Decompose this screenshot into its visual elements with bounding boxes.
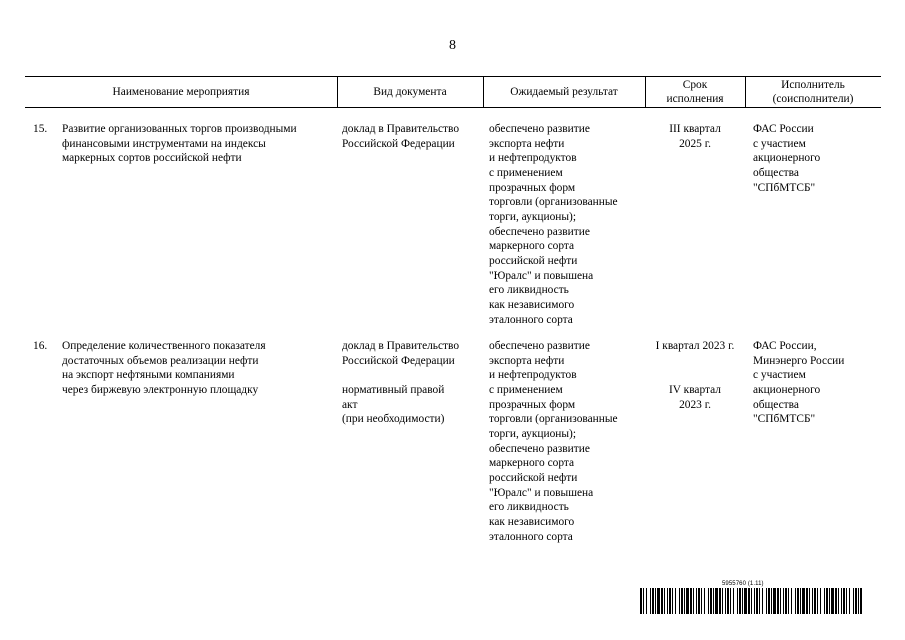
- header-deadline: Срок исполнения: [666, 79, 724, 106]
- row-doc-type: доклад в Правительство Российской Федерации: [342, 340, 460, 367]
- header-executor: Исполнитель (соисполнители): [772, 79, 854, 106]
- row-deadline-secondary: IV квартал 2023 г.: [669, 384, 721, 411]
- row-number: 15.: [33, 123, 48, 135]
- row-result: обеспечено развитие экспорта нефти и нефтепродуктов с применением прозрачных форм торговли (организованные торги, аукционы); обеспечено развитие маркерного сорта российской нефти "Юралс" и повышена его ликвидность как независимого эталонного сорта: [489, 340, 618, 543]
- barcode-label: 5955760 (1.11): [722, 581, 764, 587]
- row-number: 16.: [33, 340, 48, 352]
- row-executor: ФАС России с участием акционерного общества "СПбМТСБ": [753, 123, 821, 194]
- row-deadline: III квартал 2025 г.: [669, 123, 721, 150]
- row-deadline: I квартал 2023 г.: [655, 340, 735, 352]
- page-number: 8: [449, 38, 456, 53]
- barcode-image: [640, 588, 862, 614]
- row-name: Определение количественного показателя достаточных объемов реализации нефти на экспорт нефтяными компаниями через биржевую электронную площадку: [62, 340, 266, 396]
- row-doc-type: доклад в Правительство Российской Федерации: [342, 123, 460, 150]
- row-executor: ФАС России, Минэнерго России с участием акционерного общества "СПбМТСБ": [753, 340, 845, 426]
- header-name: Наименование мероприятия: [112, 86, 250, 98]
- row-doc-type-secondary: нормативный правой акт (при необходимости): [342, 384, 445, 426]
- row-result: обеспечено развитие экспорта нефти и нефтепродуктов с применением прозрачных форм торговли (организованные торги, аукционы); обеспечено развитие маркерного сорта российской нефти "Юралс" и повышена его ликвидность как независимого эталонного сорта: [489, 123, 618, 326]
- header-result: Ожидаемый результат: [510, 86, 618, 98]
- row-name: Развитие организованных торгов производными финансовыми инструментами на индексы маркерных сортов российской нефти: [62, 123, 297, 165]
- header-bottom-rule: [25, 107, 881, 108]
- header-top-rule: [25, 76, 881, 77]
- header-doc-type: Вид документа: [373, 86, 447, 98]
